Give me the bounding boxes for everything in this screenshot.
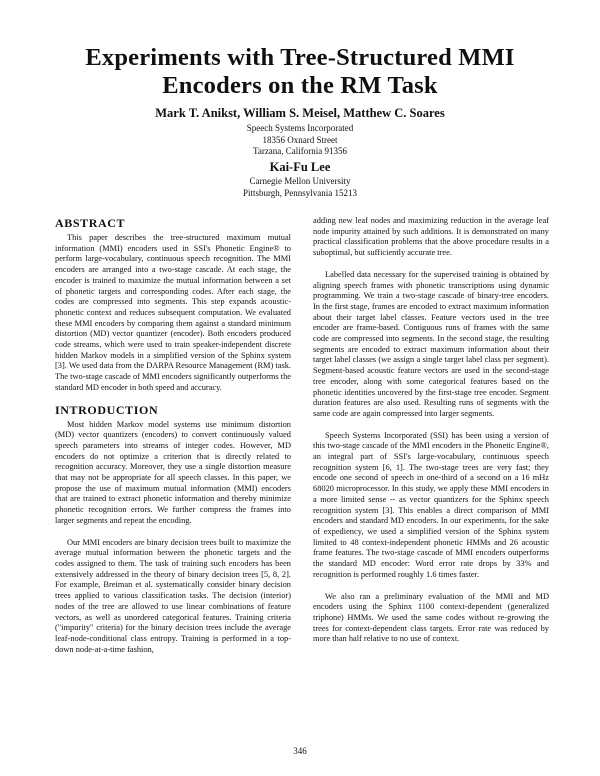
right-paragraph-2: Labelled data necessary for the supervised training is obtained by aligning speech frames with phonetic transcriptions using dynamic programming. We train a two-stage cascade of binary-tree encoders. In the first stage, frames are encoded to extract maximum information about their target label classes. Feature vectors used in the tree encoder are frame-based. Contiguous runs of frames with the same code are compressed into segments. In the second stage, the resulting segments are encoded to extract maximum information about their target label classes (we assign a single target label class per segment). Segment-based acoustic feature vectors are used in the second-stage tree encoder, along with some categorical features based on the phonetic identities uncovered by the first-stage tree encoder. Segment duration features are also used. Resulting runs of segments with the same code are again compressed into larger segments. [313,269,549,418]
intro-paragraph-1: Most hidden Markov model systems use minimum distortion (MD) vector quantizers (encoders) to convert continuously valued speech parameters into streams of integer codes. However, MD encoders do not optimize a criterion that is directly related to recognition accuracy. Moreover, they use a single distortion measure that may not be appropriate for all speech classes. In this paper, we propose the use of maximum mutual information (MMI) encoders that are trained to extract phonetic information and thereby minimize phonetic recognition errors. We further compress the frames into larger segments and repeat the encoding. [55,419,291,525]
abstract-heading: ABSTRACT [55,216,126,230]
affiliation-ssi [150,123,450,158]
affiliation-street: 18356 Oxnard Street [262,134,338,145]
right-paragraph-1: adding new leaf nodes and maximizing reduction in the average leaf node impurity attained by such additions. It is demonstrated on many practical classification problems that the above procedure results in a suboptimal, but sufficiently accurate tree. [313,216,549,258]
intro-paragraph-2: Our MMI encoders are binary decision trees built to maximize the average mutual information between the phonetic targets and the codes assigned to them. The task of training such encoders has been extensively addressed in the theory of binary decision trees [5, 8, 2]. For example, Breiman et al. systematically consider binary decision trees applied to various classification tasks. The decision (interior) nodes of the tree are allowed to use linear combinations of feature vectors, as well as unordered categorical features. Training criteria ("impurity" criteria) for the binary decision trees include the average leaf-node-conditional class entropy. Training is performed in a top-down node-at-a-time fashion, [55,537,291,654]
affiliation-city: Pittsburgh, Pennsylvania 15213 [242,187,358,198]
second-author: Kai-Fu Lee [269,160,331,174]
right-paragraph-4: We also ran a preliminary evaluation of the MMI and MD encoders using the Sphinx 1100 context-dependent (generalized triphone) HMMs. We used the same codes without re-growing the trees for context-dependent class targets. Error rate was reduced by more than half relative to no use of context. [313,591,549,644]
right-column [313,216,549,645]
affiliation-org: Carnegie Mellon University [249,176,351,186]
authors-line: Mark T. Anikst, William S. Meisel, Matthew C. Soares [155,106,445,120]
introduction-heading: INTRODUCTION [55,402,159,417]
left-column [55,216,291,655]
paper-title: Experiments with Tree-Structured MMI Encoders on the RM Task [85,44,515,99]
right-paragraph-3: Speech Systems Incorporated (SSI) has been using a version of this two-stage cascade of the MMI encoders in the Phonetic Engine®, an integral part of SSI's large-vocabulary, continuous speech recognition system [6, 1]. The two-stage trees are very fast; they encode one second of speech in one-third of a second on a 16 mHz 68020 microprocessor. In this study, we apply these MMI encoders in a more limited sense -- as vector quantizers for the Sphinx speech recognition system [3]. This enables a direct comparison of MMI encoders and standard MD encoders. In our experiments, for the sake of expediency, we used a simplified version of the Sphinx system limited to 48 context-independent phonetic HMMs and 26 acoustic frame features. The two-stage cascade of MMI encoders outperforms the standard MD encoder: Word error rate drops by 33% and recognition is performed roughly 1.6 times faster. [313,430,549,579]
affiliation-cmu [150,176,450,199]
affiliation-city: Tarzana, California 91356 [252,146,348,156]
affiliation-org: Speech Systems Incorporated [246,123,354,133]
page-number: 346 [293,746,307,756]
abstract-text: This paper describes the tree-structured maximum mutual information (MMI) encoders used in SSI's Phonetic Engine® to perform large-vocabulary, continuous speech recognition. The MMI encoders are arranged into a two-stage cascade. At each stage, the encoder is trained to maximize the mutual information between a set of phonetic targets and corresponding codes. After each stage, the codes are compressed into segments. This step expands acoustic-phonetic context and reduces subsequent computation. We evaluated these MMI encoders by comparing them against a standard minimum distortion (MD) vector quantizer (encoder). Both encoders produced code streams, which were used to train speaker-independent discrete hidden Markov models in a simplified version of the Sphinx system [3]. We used data from the DARPA Resource Management (RM) task. The two-stage cascade of MMI encoders significantly outperforms the standard MD encoder in both speed and accuracy. [55,233,291,392]
